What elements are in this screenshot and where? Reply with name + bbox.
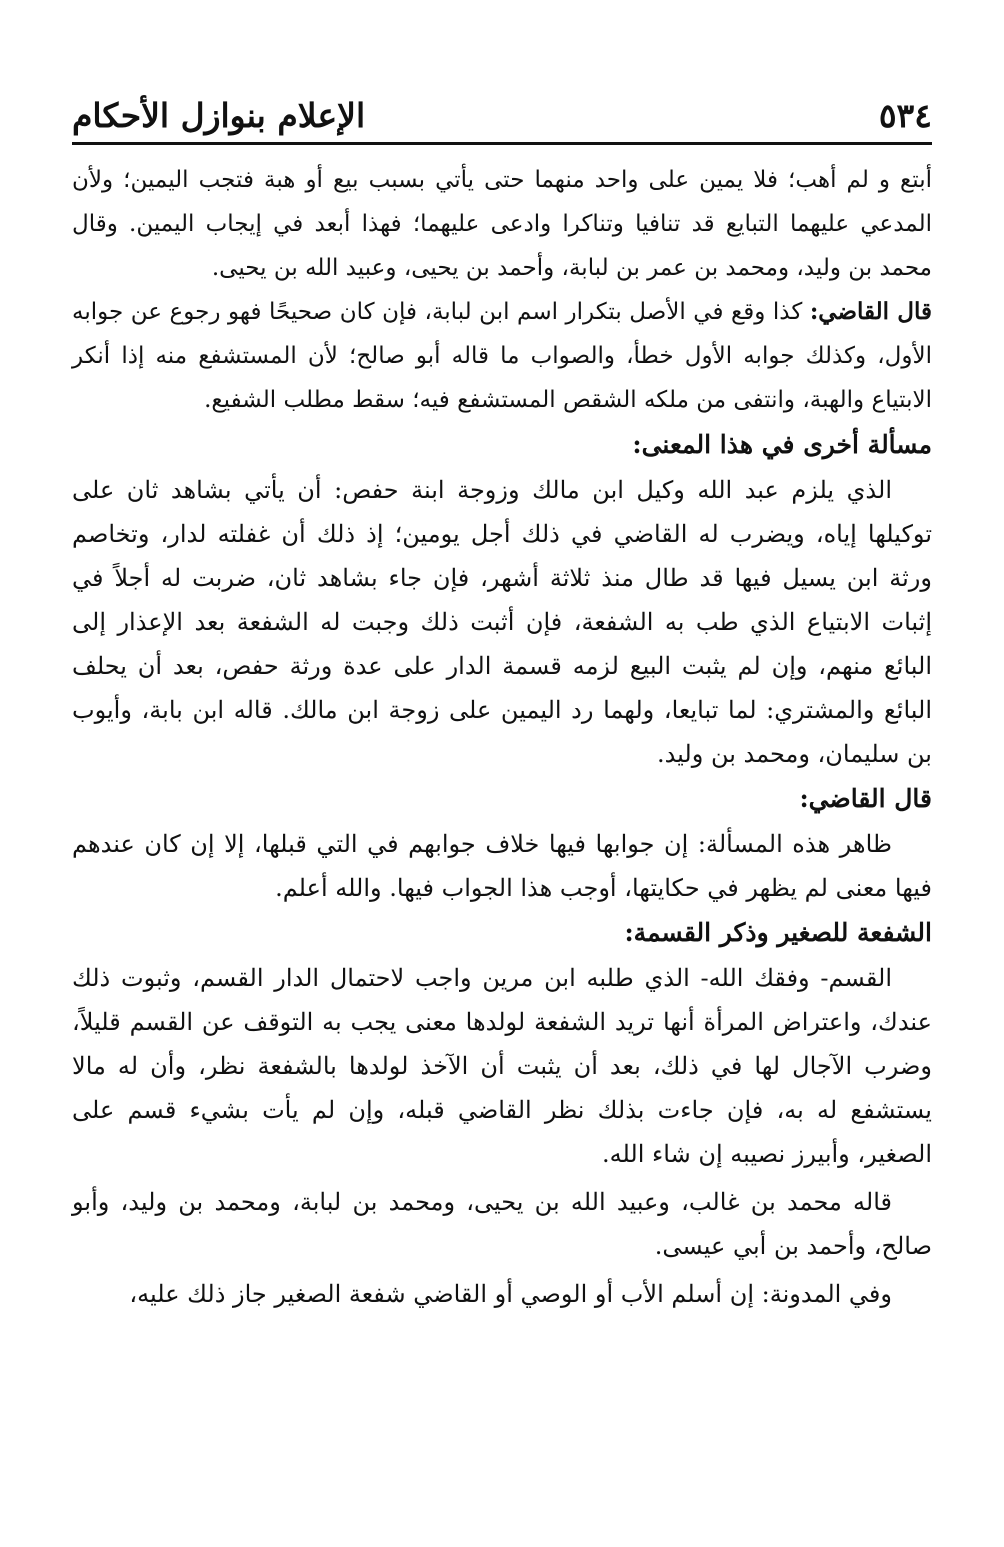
paragraph-4: ظاهر هذه المسألة: إن جوابها فيها خلاف جوابهم في التي قبلها، إلا إن كان عندهم فيها معنى لم يظهر في حكايتها، أوجب هذا الجواب فيها. والله أعلم. [72, 830, 932, 902]
paragraph-5: القسم- وفقك الله- الذي طلبه ابن مرين واجب لاحتمال الدار القسم، وثبوت ذلك عندك، واعتراض المرأة أنها تريد الشفعة لولدها معنى يجب به التوقف عن القسم قليلاً، وضرب الآجال لها في ذلك، بعد أن يثبت أن الآخذ لولدها بالشفعة نظر، وأن له مالا يستشفع له به، فإن جاءت بذلك نظر القاضي قبله، وإن لم يأت بشيء قسم على الصغير، وأبيرز نصيبه إن شاء الله. [72, 964, 932, 1168]
header-rule [72, 142, 932, 145]
qadi-label: قال القاضي: [809, 298, 932, 325]
section-heading-3: الشفعة للصغير وذكر القسمة: [624, 918, 932, 947]
paragraph-2 [72, 290, 932, 422]
paragraph-3: الذي يلزم عبد الله وكيل ابن مالك وزوجة ابنة حفص: أن يأتي بشاهد ثان على توكيلها إياه، ويضرب له القاضي في ذلك أجل يومين؛ إذ ذلك أن غفلته لدار، وتخاصم ورثة ابن يسيل فيها قد طال منذ ثلاثة أشهر، فإن جاء بشاهد ثان، ضربت له أجلاً في إثبات الابتياع الذي طب به الشفعة، فإن أثبت ذلك وجبت له الشفعة بعد الإعذار إلى البائع منهم، وإن لم يثبت البيع لزمه قسمة الدار على عدة ورثة حفص، بعد أن يحلف البائع والمشتري: لما تبايعا، ولهما رد اليمين على زوجة ابن مالك. قاله ابن بابة، وأيوب بن سليمان، ومحمد بن وليد. [72, 476, 932, 768]
running-title: الإعلام بنوازل الأحكام [72, 96, 366, 135]
paragraph-6: قاله محمد بن غالب، وعبيد الله بن يحيى، ومحمد بن لبابة، ومحمد بن وليد، وأبو صالح، وأحمد بن أبي عيسى. [72, 1188, 932, 1260]
paragraph-1: أبتع و لم أهب؛ فلا يمين على واحد منهما حتى يأتي بسبب بيع أو هبة فتجب اليمين؛ ولأن المدعي عليهما التبايع قد تنافيا وتناكرا وادعى عليهما؛ فهذا أبعد في إيجاب اليمين. وقال محمد بن وليد، ومحمد بن عمر بن لبابة، وأحمد بن يحيى، وعبيد الله بن يحيى. [72, 167, 932, 281]
page-header [72, 72, 932, 135]
page-number: ٥٣٤ [878, 96, 932, 135]
section-heading-2: قال القاضي: [799, 784, 932, 813]
section-heading-1: مسألة أخرى في هذا المعنى: [632, 430, 932, 459]
page-body [72, 158, 932, 1316]
paragraph-7: وفي المدونة: إن أسلم الأب أو الوصي أو القاضي شفعة الصغير جاز ذلك عليه، [129, 1280, 892, 1308]
paragraph-2-text: كذا وقع في الأصل بتكرار اسم ابن لبابة، فإن كان صحيحًا فهو رجوع عن جوابه الأول، وكذلك جوابه الأول خطأ، والصواب ما قاله أبو صالح؛ لأن المستشفع منه إذا أنكر الابتياع والهبة، وانتفى من ملكه الشقص المستشفع فيه؛ سقط مطلب الشفيع. [72, 299, 932, 413]
